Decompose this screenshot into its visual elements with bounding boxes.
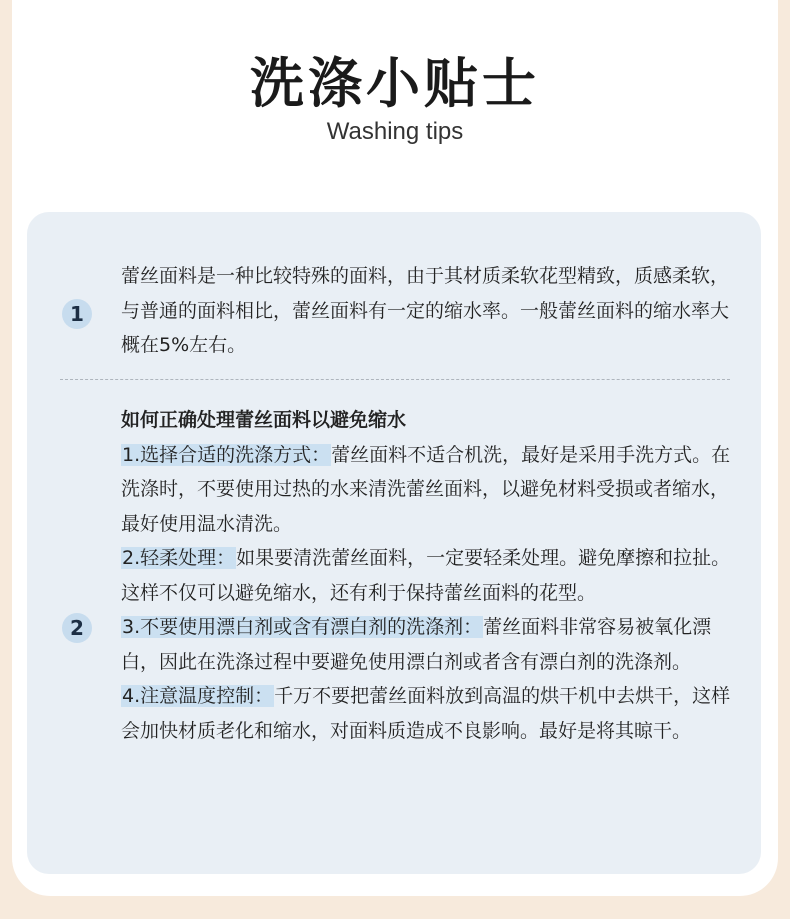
section-number-1: 1 xyxy=(62,299,92,329)
section-divider xyxy=(60,379,730,380)
tip-item-2 xyxy=(121,541,731,610)
section-2-heading: 如何正确处理蕾丝面料以避免缩水 xyxy=(121,409,407,431)
page-subtitle: Washing tips xyxy=(326,118,464,145)
tip-text-2: 如果要清洗蕾丝面料，一定要轻柔处理。避免摩擦和拉扯。这样不仅可以避免缩水，还有利于保持蕾丝面料的花型。 xyxy=(121,547,731,604)
section-2-content xyxy=(121,403,731,748)
tip-label-3: 3.不要使用漂白剂或含有漂白剂的洗涤剂： xyxy=(122,616,483,638)
tip-text-3: 蕾丝面料非常容易被氧化漂白，因此在洗涤过程中要避免使用漂白剂或者含有漂白剂的洗涤剂。 xyxy=(121,616,712,673)
tip-text-4: 千万不要把蕾丝面料放到高温的烘干机中去烘干，这样会加快材质老化和缩水，对面料质造成不良影响。最好是将其晾干。 xyxy=(121,685,731,742)
tip-item-3 xyxy=(121,610,731,679)
section-number-2: 2 xyxy=(62,613,92,643)
tip-item-4 xyxy=(121,679,731,748)
tip-label-1: 1.选择合适的洗涤方式： xyxy=(122,443,331,466)
tip-label-4: 4.注意温度控制： xyxy=(122,685,274,707)
tip-label-2: 2.轻柔处理： xyxy=(122,547,236,569)
tip-item-1 xyxy=(121,438,731,542)
tip-text-1: 蕾丝面料不适合机洗，最好是采用手洗方式。在洗涤时，不要使用过热的水来清洗蕾丝面料，以避免材料受损或者缩水，最好使用温水清洗。 xyxy=(121,443,731,535)
section-1-text: 蕾丝面料是一种比较特殊的面料，由于其材质柔软花型精致，质感柔软，与普通的面料相比，蕾丝面料有一定的缩水率。一般蕾丝面料的缩水率大概在5%左右。 xyxy=(121,265,730,356)
page-title: 洗涤小贴士 xyxy=(250,52,540,115)
